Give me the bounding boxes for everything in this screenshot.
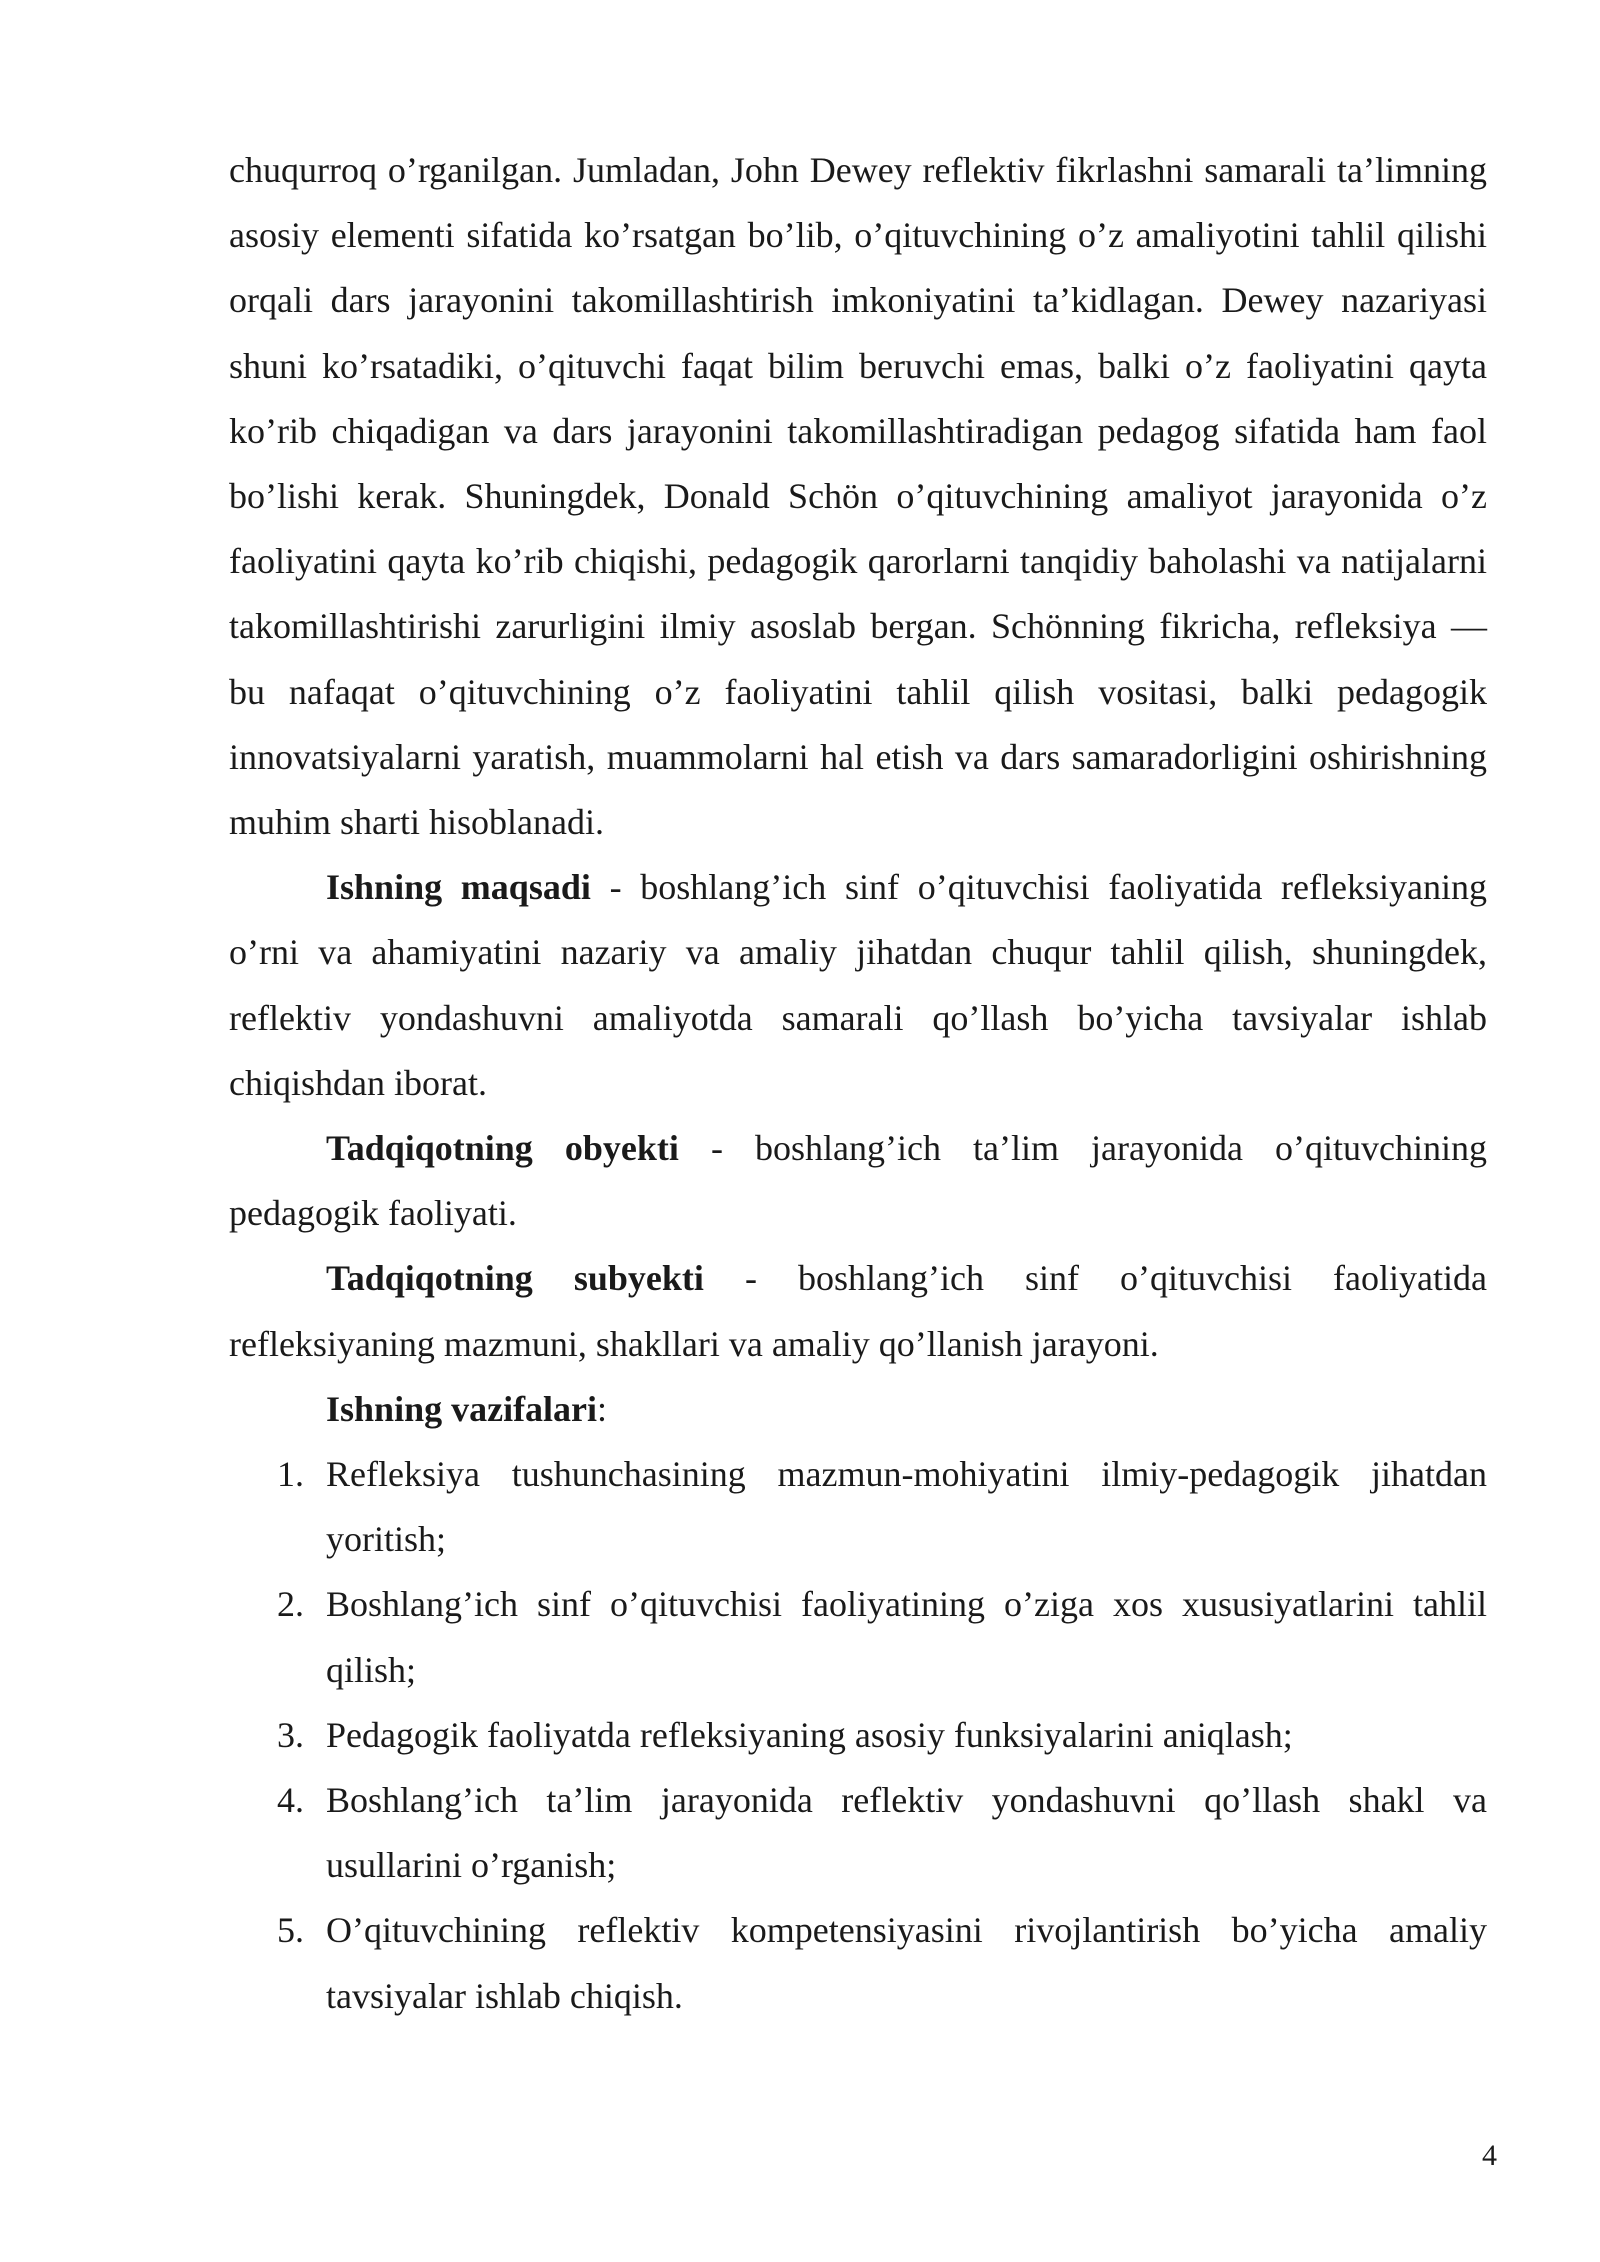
- list-item-number: 2.: [277, 1584, 304, 1625]
- aim-paragraph: [229, 855, 1487, 1116]
- tasks-heading-label: Ishning vazifalari: [326, 1388, 598, 1429]
- object-paragraph: [229, 1116, 1487, 1246]
- tasks-heading-colon: :: [597, 1388, 608, 1429]
- list-item-text: Boshlang’ich sinf o’qituvchisi faoliyatining o’ziga xos xususiyatlarini tahlil qilish;: [326, 1584, 1487, 1690]
- page-number: 4: [1482, 2139, 1497, 2172]
- list-item-text: Pedagogik faoliyatda refleksiyaning asosiy funksiyalarini aniqlash;: [326, 1714, 1293, 1755]
- object-term: Tadqiqotning obyekti: [326, 1128, 679, 1169]
- tasks-list: [229, 1442, 1487, 2029]
- intro-paragraph: chuqurroq o’rganilgan. Jumladan, John Dewey reflektiv fikrlashni samarali ta’limning asosiy elementi sifatida ko’rsatgan bo’lib, o’qituvchining o’z amaliyotini tahlil qilishi orqali dars jarayonini takomillashtirish imkoniyatini ta’kidlagan. Dewey nazariyasi shuni ko’rsatadiki, o’qituvchi faqat bilim beruvchi emas, balki o’z faoliyatini qayta ko’rib chiqadigan va dars jarayonini takomillashtiradigan pedagog sifatida ham faol bo’lishi kerak. Shuningdek, Donald Schön o’qituvchining amaliyot jarayonida o’z faoliyatini qayta ko’rib chiqishi, pedagogik qarorlarni tanqidiy baholashi va natijalarni takomillashtirishi zarurligini ilmiy asoslab bergan. Schönning fikricha, refleksiya — bu nafaqat o’qituvchining o’z faoliyatini tahlil qilish vositasi, balki pedagogik innovatsiyalarni yaratish, muammolarni hal etish va dars samaradorligini oshirishning muhim sharti hisoblanadi.: [229, 150, 1487, 843]
- list-item-number: 5.: [277, 1910, 304, 1951]
- tasks-heading: [229, 1377, 1487, 1442]
- list-item: [229, 1572, 1487, 1702]
- list-item-number: 4.: [277, 1780, 304, 1821]
- list-item: [229, 1898, 1487, 2028]
- list-item-number: 3.: [277, 1714, 304, 1755]
- list-item: [229, 1768, 1487, 1898]
- list-item-text: Refleksiya tushunchasining mazmun-mohiyatini ilmiy-pedagogik jihatdan yoritish;: [326, 1454, 1487, 1560]
- list-item: [229, 1442, 1487, 1572]
- subject-text: - boshlang’ich sinf o’qituvchisi faoliyatida refleksiyaning mazmuni, shakllari va amaliy qo’llanish jarayoni.: [229, 1258, 1487, 1364]
- subject-paragraph: [229, 1246, 1487, 1376]
- subject-term: Tadqiqotning subyekti: [326, 1258, 704, 1299]
- aim-term: Ishning maqsadi: [326, 867, 591, 908]
- list-item-text: Boshlang’ich ta’lim jarayonida reflektiv yondashuvni qo’llash shakl va usullarini o’rganish;: [326, 1780, 1487, 1886]
- list-item: [229, 1703, 1487, 1768]
- page-body: [229, 138, 1487, 2029]
- aim-text: - boshlang’ich sinf o’qituvchisi faoliyatida refleksiyaning o’rni va ahamiyatini nazariy va amaliy jihatdan chuqur tahlil qilish, shuningdek, reflektiv yondashuvni amaliyotda samarali qo’llash bo’yicha tavsiyalar ishlab chiqishdan iborat.: [229, 867, 1487, 1103]
- list-item-text: O’qituvchining reflektiv kompetensiyasini rivojlantirish bo’yicha amaliy tavsiyalar ishlab chiqish.: [326, 1910, 1487, 2016]
- object-text: - boshlang’ich ta’lim jarayonida o’qituvchining pedagogik faoliyati.: [229, 1128, 1488, 1234]
- list-item-number: 1.: [277, 1454, 304, 1495]
